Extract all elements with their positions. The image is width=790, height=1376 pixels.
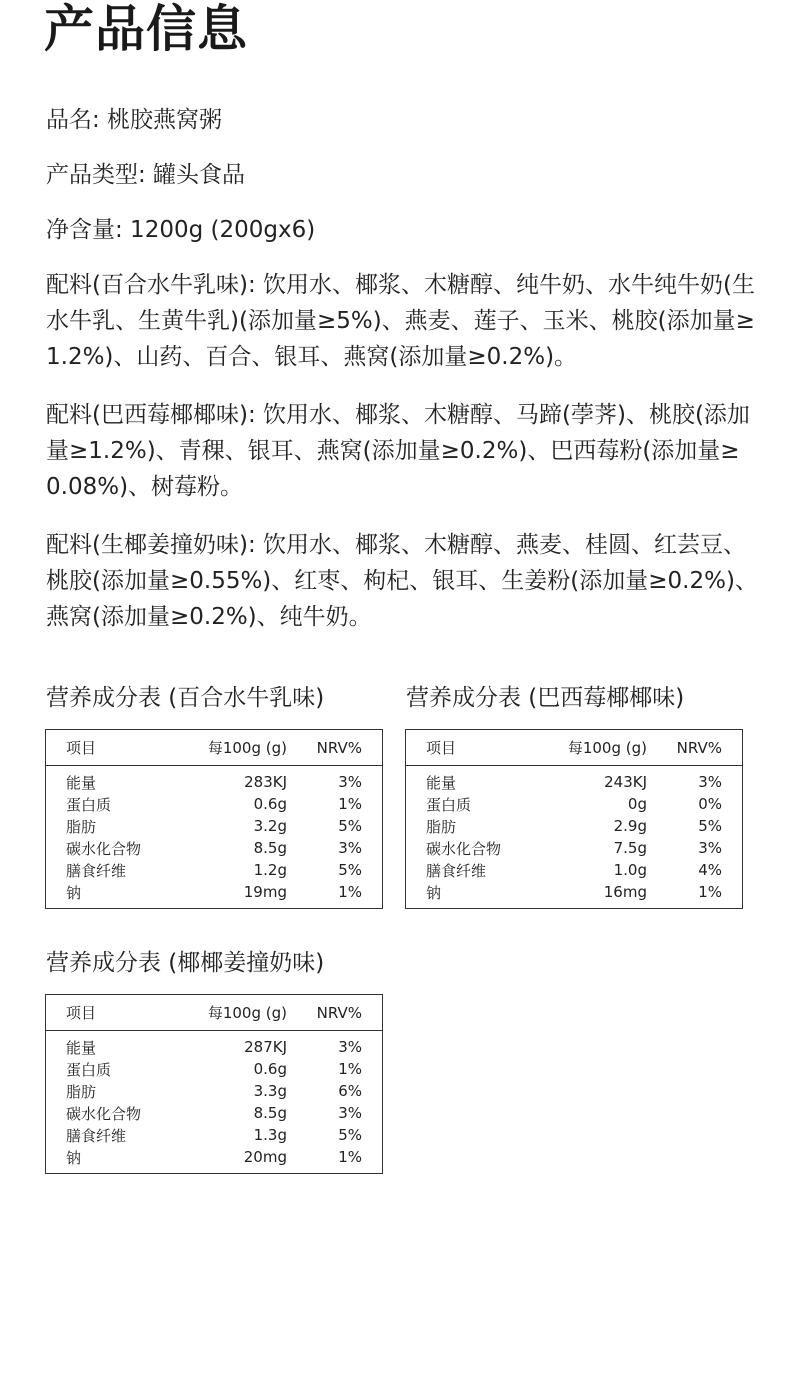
table-row	[66, 1080, 362, 1102]
nutrient-value: 3.2g	[253, 817, 287, 835]
table-row	[66, 1036, 362, 1058]
table-row	[66, 793, 362, 815]
nutrition-table-title: 营养成分表 (百合水牛乳味)	[46, 685, 325, 711]
nutrient-value: 283KJ	[244, 773, 287, 791]
header-nrv: NRV%	[316, 738, 362, 757]
nutrient-nrv: 1%	[338, 1060, 362, 1078]
nutrient-name: 脂肪	[66, 1082, 97, 1101]
nutrient-value: 7.5g	[613, 839, 647, 857]
nutrient-name: 碳水化合物	[66, 1104, 142, 1123]
table-row	[426, 881, 722, 903]
header-item: 项目	[66, 739, 97, 757]
nutrition-table	[45, 994, 383, 1174]
nutrition-table-title: 营养成分表 (巴西莓椰椰味)	[406, 685, 685, 711]
table-row	[66, 771, 362, 793]
table-row	[66, 859, 362, 881]
table-row	[66, 1102, 362, 1124]
nutrient-value: 243KJ	[604, 773, 647, 791]
nutrient-name: 膳食纤维	[426, 861, 487, 880]
product-name: 品名: 桃胶燕窝粥	[46, 107, 223, 133]
nutrient-value: 19mg	[243, 883, 287, 901]
nutrition-table	[405, 729, 743, 909]
nutrient-name: 能量	[66, 1038, 97, 1057]
page-title: 产品信息	[44, 0, 248, 58]
nutrient-value: 1.3g	[253, 1126, 287, 1144]
table-row	[66, 815, 362, 837]
nutrient-name: 钠	[66, 883, 82, 902]
nutrient-name: 蛋白质	[66, 1060, 112, 1079]
nutrient-value: 287KJ	[244, 1038, 287, 1056]
table-row	[66, 1058, 362, 1080]
nutrient-nrv: 3%	[338, 839, 362, 857]
nutrient-nrv: 5%	[338, 861, 362, 879]
nutrient-name: 膳食纤维	[66, 1126, 127, 1145]
nutrient-value: 8.5g	[253, 1104, 287, 1122]
nutrient-name: 蛋白质	[66, 795, 112, 814]
nutrient-nrv: 4%	[698, 861, 722, 879]
nutrient-nrv: 1%	[338, 795, 362, 813]
nutrient-value: 1.0g	[613, 861, 647, 879]
header-per-100g: 每100g (g)	[207, 739, 287, 757]
nutrient-name: 能量	[66, 773, 97, 792]
nutrient-nrv: 3%	[338, 773, 362, 791]
nutrient-value: 2.9g	[613, 817, 647, 835]
nutrient-name: 碳水化合物	[66, 839, 142, 858]
nutrition-table-title: 营养成分表 (椰椰姜撞奶味)	[46, 950, 325, 976]
nutrient-value: 0.6g	[253, 795, 287, 813]
nutrient-nrv: 0%	[698, 795, 722, 813]
table-row	[426, 837, 722, 859]
header-nrv: NRV%	[316, 1003, 362, 1022]
header-per-100g: 每100g (g)	[207, 1004, 287, 1022]
table-row	[426, 859, 722, 881]
net-content: 净含量: 1200g (200gx6)	[46, 217, 316, 243]
nutrient-value: 16mg	[603, 883, 647, 901]
ingredients-acai-coconut: 配料(巴西莓椰椰味): 饮用水、椰浆、木糖醇、马蹄(荸荠)、桃胶(添加量≥1.2%)、青稞、银耳、燕窝(添加量≥0.2%)、巴西莓粉(添加量≥0.08%)、树莓粉。	[46, 402, 750, 500]
nutrient-nrv: 5%	[338, 1126, 362, 1144]
table-row	[426, 793, 722, 815]
product-type: 产品类型: 罐头食品	[46, 162, 246, 188]
table-row	[66, 881, 362, 903]
nutrient-name: 碳水化合物	[426, 839, 502, 858]
nutrient-nrv: 5%	[338, 817, 362, 835]
nutrient-value: 20mg	[243, 1148, 287, 1166]
nutrient-nrv: 3%	[698, 839, 722, 857]
nutrient-name: 能量	[426, 773, 457, 792]
nutrient-nrv: 1%	[338, 1148, 362, 1166]
table-header	[406, 730, 742, 766]
table-header	[46, 995, 382, 1031]
nutrient-value: 3.3g	[253, 1082, 287, 1100]
nutrient-name: 脂肪	[426, 817, 457, 836]
header-per-100g: 每100g (g)	[567, 739, 647, 757]
nutrient-nrv: 5%	[698, 817, 722, 835]
nutrient-name: 膳食纤维	[66, 861, 127, 880]
table-row	[66, 837, 362, 859]
nutrient-nrv: 1%	[338, 883, 362, 901]
table-row	[66, 1124, 362, 1146]
ingredients-coconut-ginger-milk: 配料(生椰姜撞奶味): 饮用水、椰浆、木糖醇、燕麦、桂圆、红芸豆、桃胶(添加量≥0.55%)、红枣、枸杞、银耳、生姜粉(添加量≥0.2%)、燕窝(添加量≥0.2%)、纯牛奶。	[46, 532, 758, 630]
ingredients-lily-buffalo-milk: 配料(百合水牛乳味): 饮用水、椰浆、木糖醇、纯牛奶、水牛纯牛奶(生水牛乳、生黄牛乳)(添加量≥5%)、燕麦、莲子、玉米、桃胶(添加量≥1.2%)、山药、百合、银耳、燕窝(添加量≥0.2%)。	[46, 272, 755, 370]
nutrient-name: 脂肪	[66, 817, 97, 836]
nutrient-name: 钠	[426, 883, 442, 902]
nutrient-nrv: 1%	[698, 883, 722, 901]
nutrient-name: 蛋白质	[426, 795, 472, 814]
header-item: 项目	[426, 739, 457, 757]
nutrient-nrv: 6%	[338, 1082, 362, 1100]
nutrient-value: 0g	[627, 795, 647, 813]
nutrition-table	[45, 729, 383, 909]
nutrient-value: 0.6g	[253, 1060, 287, 1078]
table-row	[426, 815, 722, 837]
nutrient-nrv: 3%	[338, 1038, 362, 1056]
table-header	[46, 730, 382, 766]
table-row	[426, 771, 722, 793]
nutrient-value: 8.5g	[253, 839, 287, 857]
nutrient-value: 1.2g	[253, 861, 287, 879]
nutrient-nrv: 3%	[338, 1104, 362, 1122]
nutrient-name: 钠	[66, 1148, 82, 1167]
table-row	[66, 1146, 362, 1168]
header-item: 项目	[66, 1004, 97, 1022]
header-nrv: NRV%	[676, 738, 722, 757]
nutrient-nrv: 3%	[698, 773, 722, 791]
